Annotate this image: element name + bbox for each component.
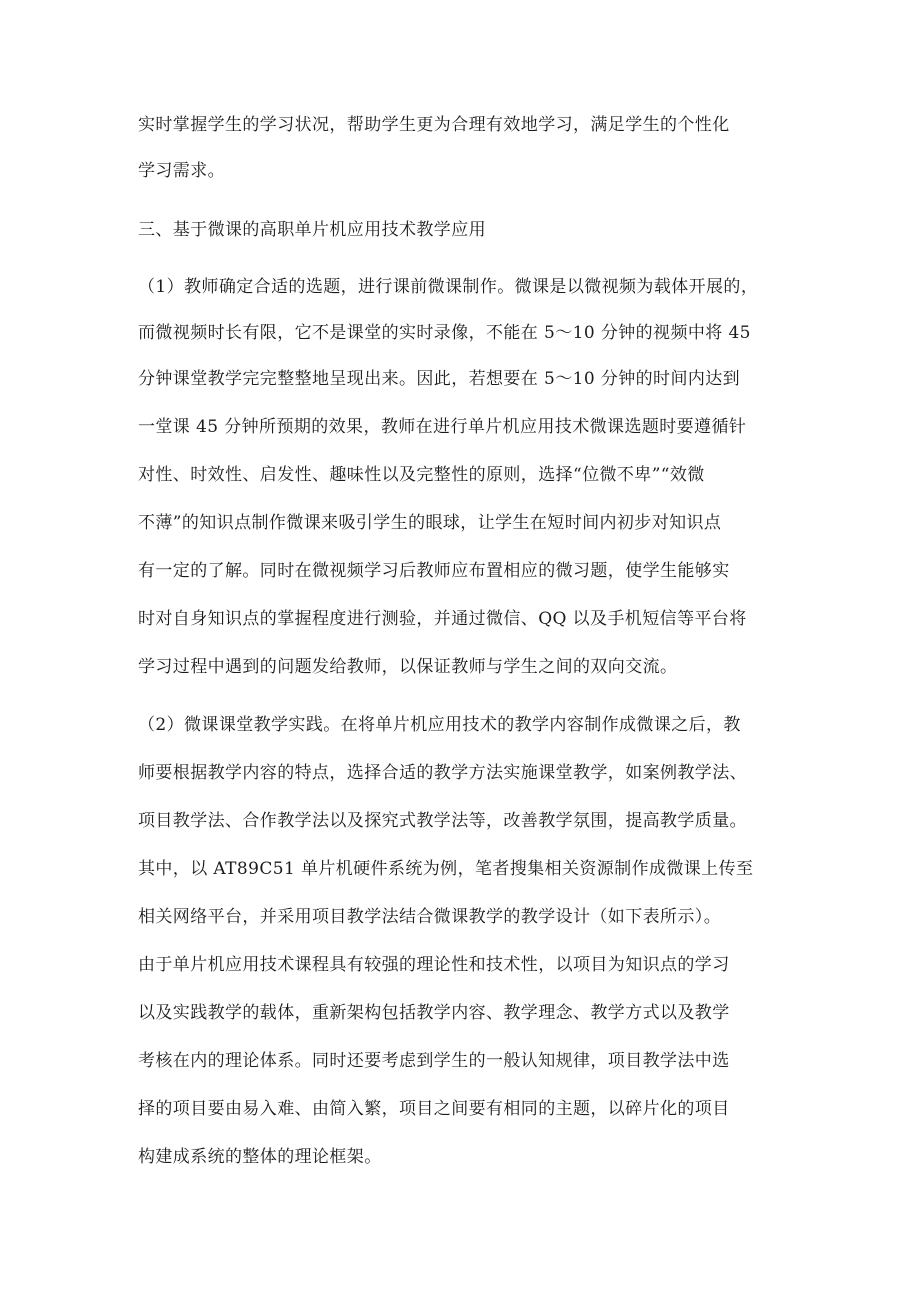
section-heading: 三、基于微课的高职单片机应用技术教学应用 xyxy=(138,220,486,240)
text-line: 师要根据教学内容的特点，选择合适的教学方法实施课堂教学，如案例教学法、 xyxy=(138,763,747,783)
text-line: （1）教师确定合适的选题，进行课前微课制作。微课是以微视频为载体开展的， xyxy=(138,277,759,297)
text-line: 而微视频时长有限，它不是课堂的实时录像，不能在 5～10 分钟的视频中将 45 xyxy=(138,323,751,343)
text-line: 择的项目要由易入难、由简入繁，项目之间要有相同的主题，以碎片化的项目 xyxy=(138,1099,730,1119)
text-line: 构建成系统的整体的理论框架。 xyxy=(138,1147,382,1167)
text-line: 项目教学法、合作教学法以及探究式教学法等，改善教学氛围，提高教学质量。 xyxy=(138,811,747,831)
text-line: 其中，以 AT89C51 单片机硬件系统为例，笔者搜集相关资源制作成微课上传至 xyxy=(138,859,754,879)
text-line: 对性、时效性、启发性、趣味性以及完整性的原则，选择“位微不卑”“效微 xyxy=(138,465,705,485)
text-line: （2）微课课堂教学实践。在将单片机应用技术的教学内容制作成微课之后，教 xyxy=(138,715,741,735)
text-line: 以及实践教学的载体，重新架构包括教学内容、教学理念、教学方式以及教学 xyxy=(138,1003,730,1023)
text-line: 考核在内的理论体系。同时还要考虑到学生的一般认知规律，项目教学法中选 xyxy=(138,1051,730,1071)
text-line: 相关网络平台，并采用项目教学法结合微课教学的教学设计（如下表所示）。 xyxy=(138,907,722,927)
text-line: 由于单片机应用技术课程具有较强的理论性和技术性，以项目为知识点的学习 xyxy=(138,955,730,975)
text-line: 有一定的了解。同时在微视频学习后教师应布置相应的微习题，使学生能够实 xyxy=(138,561,730,581)
text-line: 不薄”的知识点制作微课来吸引学生的眼球，让学生在短时间内初步对知识点 xyxy=(138,513,722,533)
text-line: 分钟课堂教学完完整整地呈现出来。因此，若想要在 5～10 分钟的时间内达到 xyxy=(138,369,741,389)
text-line: 一堂课 45 分钟所预期的效果，教师在进行单片机应用技术微课选题时要遵循针 xyxy=(138,417,747,437)
text-line: 学习过程中遇到的问题发给教师，以保证教师与学生之间的双向交流。 xyxy=(138,657,678,677)
text-line: 时对自身知识点的掌握程度进行测验，并通过微信、QQ 以及手机短信等平台将 xyxy=(138,609,747,629)
text-line: 学习需求。 xyxy=(138,161,225,181)
text-line: 实时掌握学生的学习状况，帮助学生更为合理有效地学习，满足学生的个性化 xyxy=(138,115,730,135)
